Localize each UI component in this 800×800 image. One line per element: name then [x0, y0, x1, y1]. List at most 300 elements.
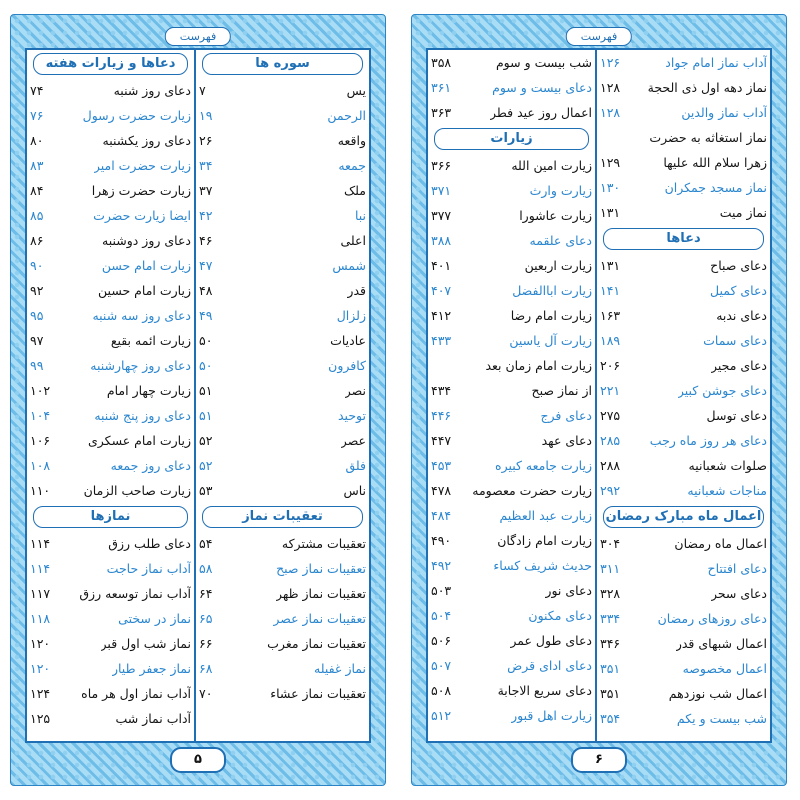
entry-title: دعای طلب رزق [108, 536, 191, 551]
index-entry[interactable] [428, 100, 595, 125]
index-entry[interactable] [196, 378, 369, 403]
entry-page-number: ۱۲۰ [30, 661, 51, 676]
entry-title: زیارت حضرت معصومه [472, 483, 592, 498]
entry-title: ناس [343, 483, 366, 498]
index-entry[interactable] [597, 531, 770, 556]
entry-page-number: ۶۵ [199, 611, 213, 626]
entry-title: نماز دهه اول ذی الحجة [647, 80, 767, 95]
index-entry[interactable] [27, 128, 194, 153]
page-header: فهرست [165, 27, 231, 46]
index-entry[interactable] [428, 553, 595, 578]
entry-page-number: ۴۸ [199, 283, 213, 298]
entry-title: زهرا سلام الله علیها [663, 155, 767, 170]
entry-page-number: ۳۵۱ [600, 661, 621, 676]
entry-title: حدیث شریف کساء [493, 558, 592, 573]
index-column [196, 50, 369, 741]
entry-page-number: ۱۲۸ [600, 105, 621, 120]
entry-title: اعمال شب نوزدهم [668, 686, 767, 701]
entry-page-number: ۱۱۴ [30, 536, 51, 551]
index-entry[interactable] [196, 631, 369, 656]
entry-title: زیارت حضرت امیر [93, 158, 191, 173]
entry-title: تعقیبات نماز ظهر [275, 586, 366, 601]
index-entry[interactable] [196, 606, 369, 631]
index-entry[interactable] [196, 228, 369, 253]
entry-page-number: ۳۶۳ [431, 105, 452, 120]
index-column [428, 50, 595, 741]
entry-title: عادیات [330, 333, 366, 348]
entry-title: اعمال ماه رمضان [674, 536, 767, 551]
entry-page-number: ۶۸ [199, 661, 213, 676]
entry-title: آداب نماز حاجت [106, 561, 191, 576]
entry-page-number: ۳۶۶ [431, 158, 452, 173]
entry-title: نماز استغاثه به حضرت [649, 130, 767, 145]
entry-page-number: ۴۷ [199, 258, 213, 273]
index-entry[interactable] [27, 428, 194, 453]
entry-title: زیارت اربعین [524, 258, 592, 273]
entry-title: نبا [354, 208, 366, 223]
entry-title: تعقیبات نماز عشاء [270, 686, 366, 701]
index-entry[interactable] [196, 428, 369, 453]
entry-page-number: ۱۲۸ [600, 80, 621, 95]
entry-title: دعای روز پنج شنبه [94, 408, 191, 423]
entry-page-number: ۳۶۱ [431, 80, 452, 95]
entry-title: زیارت امام حسین [98, 283, 191, 298]
index-column [597, 50, 770, 741]
index-entry[interactable] [597, 200, 770, 225]
index-entry[interactable] [27, 153, 194, 178]
entry-title: زیارت امام زادگان [497, 533, 592, 548]
entry-page-number: ۳۴ [199, 158, 213, 173]
right-book-page [411, 14, 787, 786]
entry-title: زیارت صاحب الزمان [83, 483, 191, 498]
index-entry[interactable] [597, 253, 770, 278]
entry-title: زیارت آل یاسین [509, 333, 592, 348]
entry-title: شب بیست و سوم [495, 55, 592, 70]
index-entry[interactable] [428, 75, 595, 100]
index-entry[interactable] [27, 228, 194, 253]
left-book-page [10, 14, 386, 786]
entry-title: زیارت ائمه بقیع [110, 333, 191, 348]
page-number: ۵ [170, 747, 226, 773]
index-entry[interactable] [27, 706, 194, 731]
entry-title: عصر [340, 433, 366, 448]
entry-page-number: ۳۸۸ [431, 233, 452, 248]
entry-page-number: ۸۶ [30, 233, 44, 248]
index-entry[interactable] [27, 531, 194, 556]
index-entry[interactable] [196, 531, 369, 556]
entry-page-number: ۲۹۲ [600, 483, 621, 498]
entry-page-number: ۵۰۳ [431, 583, 452, 598]
index-entry[interactable] [597, 631, 770, 656]
entry-title: زیارت جامعه کبیره [495, 458, 592, 473]
index-entry[interactable] [428, 428, 595, 453]
entry-page-number: ۴۹۲ [431, 558, 452, 573]
entry-title: زلزال [336, 308, 366, 323]
section-heading: دعاها [603, 228, 764, 250]
entry-page-number: ۴۱۲ [431, 308, 452, 323]
entry-title: دعای جوشن کبیر [677, 383, 767, 398]
entry-title: زیارت حضرت رسول [82, 108, 191, 123]
entry-title: زیارت عاشورا [519, 208, 592, 223]
entry-page-number: ۴۳۴ [431, 383, 452, 398]
index-entry[interactable] [27, 453, 194, 478]
entry-title: دعای عهد [541, 433, 592, 448]
entry-page-number: ۵۴ [199, 536, 213, 551]
entry-title: تعقیبات نماز صبح [276, 561, 366, 576]
index-entry[interactable] [196, 153, 369, 178]
entry-page-number: ۱۱۸ [30, 611, 51, 626]
index-entry[interactable] [27, 253, 194, 278]
entry-page-number: ۳۵۸ [431, 55, 452, 70]
entry-page-number: ۴۵۳ [431, 458, 452, 473]
index-entry[interactable] [428, 228, 595, 253]
entry-title: نماز جعفر طیار [111, 661, 191, 676]
entry-title: مناجات شعبانیه [687, 483, 767, 498]
entry-title: دعای نور [545, 583, 592, 598]
section-heading: اعمال ماه مبارک رمضان [603, 506, 764, 528]
entry-title: نماز غفیله [314, 661, 366, 676]
index-entry[interactable] [428, 178, 595, 203]
entry-title: زیارت امام عسکری [88, 433, 191, 448]
entry-page-number: ۱۲۹ [600, 155, 621, 170]
entry-title: واقعه [337, 133, 366, 148]
index-entry[interactable] [597, 303, 770, 328]
index-panel [25, 48, 371, 743]
index-entry[interactable] [196, 178, 369, 203]
entry-title: دعای مکنون [528, 608, 592, 623]
index-entry[interactable] [597, 478, 770, 503]
entry-page-number: ۱۱۰ [30, 483, 51, 498]
entry-title: آداب نماز شب [115, 711, 191, 726]
entry-title: شمس [332, 258, 366, 273]
entry-title: نصر [344, 383, 366, 398]
index-entry[interactable] [27, 78, 194, 103]
index-entry[interactable] [196, 278, 369, 303]
entry-page-number: ۱۰۶ [30, 433, 51, 448]
index-entry[interactable] [196, 681, 369, 706]
entry-title: دعای هر روز ماه رجب [649, 433, 767, 448]
index-entry[interactable] [597, 150, 770, 175]
section-heading: تعقیبات نماز [202, 506, 363, 528]
entry-title: دعای ندبه [716, 308, 767, 323]
index-entry[interactable] [27, 403, 194, 428]
index-entry[interactable] [196, 353, 369, 378]
index-entry[interactable] [597, 428, 770, 453]
index-entry[interactable] [428, 203, 595, 228]
entry-title: زیارت وارث [529, 183, 592, 198]
entry-title: از نماز صبح [531, 383, 592, 398]
index-entry[interactable] [597, 403, 770, 428]
entry-title: نماز در سختی [118, 611, 191, 626]
index-entry[interactable] [597, 100, 770, 125]
entry-page-number: ۳۲۸ [600, 586, 621, 601]
entry-title: شب بیست و یکم [676, 711, 767, 726]
index-entry[interactable] [428, 50, 595, 75]
index-entry[interactable] [597, 278, 770, 303]
entry-page-number: ۳۳۴ [600, 611, 621, 626]
index-entry[interactable] [196, 478, 369, 503]
entry-page-number: ۵۰۸ [431, 683, 452, 698]
entry-page-number: ۷۴ [30, 83, 44, 98]
entry-title: دعای سحر [710, 586, 767, 601]
entry-title: زیارت امام حسن [101, 258, 191, 273]
index-entry[interactable] [27, 328, 194, 353]
entry-page-number: ۲۶ [199, 133, 213, 148]
index-entry[interactable] [428, 703, 595, 728]
entry-page-number: ۹۹ [30, 358, 44, 373]
index-entry[interactable] [428, 653, 595, 678]
index-entry[interactable] [428, 678, 595, 703]
entry-title: زیارت چهار امام [106, 383, 191, 398]
index-entry[interactable] [196, 328, 369, 353]
entry-page-number: ۷۶ [30, 108, 44, 123]
index-entry[interactable] [27, 681, 194, 706]
entry-page-number: ۵۲ [199, 458, 213, 473]
entry-title: دعای روز یکشنبه [102, 133, 191, 148]
index-column [27, 50, 194, 741]
index-entry[interactable] [196, 453, 369, 478]
entry-title: ملک [343, 183, 366, 198]
index-entry[interactable] [597, 378, 770, 403]
entry-page-number: ۳۷۷ [431, 208, 452, 223]
index-entry[interactable] [428, 153, 595, 178]
entry-title: دعای سمات [703, 333, 767, 348]
entry-page-number: ۸۰ [30, 133, 44, 148]
entry-title: دعای ادای قرض [507, 658, 592, 673]
entry-title: دعای فرج [540, 408, 592, 423]
index-entry[interactable] [27, 631, 194, 656]
entry-page-number: ۳۵۴ [600, 711, 621, 726]
entry-page-number: ۹۷ [30, 333, 44, 348]
entry-title: دعای روز سه شنبه [92, 308, 191, 323]
entry-page-number: ۱۲۵ [30, 711, 51, 726]
entry-page-number: ۷۰ [199, 686, 213, 701]
entry-page-number: ۸۳ [30, 158, 44, 173]
entry-page-number: ۴۹۰ [431, 533, 452, 548]
entry-title: زیارت امام زمان بعد [485, 358, 592, 373]
index-entry[interactable] [597, 328, 770, 353]
entry-title: آداب نماز امام جواد [665, 55, 767, 70]
section-heading: زیارات [434, 128, 589, 150]
index-entry[interactable] [428, 453, 595, 478]
entry-page-number: ۱۰۲ [30, 383, 51, 398]
index-entry[interactable] [428, 528, 595, 553]
entry-title: اعلی [340, 233, 366, 248]
entry-page-number: ۹۲ [30, 283, 44, 298]
entry-title: دعای روز جمعه [110, 458, 191, 473]
index-entry[interactable] [597, 353, 770, 378]
entry-page-number: ۱۳۰ [600, 180, 621, 195]
index-entry[interactable] [428, 328, 595, 353]
entry-page-number: ۴۲ [199, 208, 213, 223]
index-entry[interactable] [428, 478, 595, 503]
entry-page-number: ۵۱ [199, 383, 213, 398]
entry-title: دعای کمیل [709, 283, 767, 298]
entry-title: تعقیبات مشترکه [281, 536, 366, 551]
index-entry[interactable] [597, 75, 770, 100]
section-heading: سوره ها [202, 53, 363, 75]
entry-page-number: ۵۲ [199, 433, 213, 448]
entry-title: دعای بیست و سوم [492, 80, 592, 95]
index-entry[interactable] [27, 178, 194, 203]
entry-page-number: ۳۰۴ [600, 536, 621, 551]
entry-page-number: ۵۸ [199, 561, 213, 576]
entry-title: آداب نماز توسعه رزق [79, 586, 191, 601]
index-entry[interactable] [597, 175, 770, 200]
entry-title: زیارت حضرت زهرا [91, 183, 191, 198]
entry-page-number: ۱۹ [199, 108, 213, 123]
index-entry[interactable] [196, 128, 369, 153]
page-header: فهرست [566, 27, 632, 46]
index-entry[interactable] [196, 78, 369, 103]
index-entry[interactable] [428, 578, 595, 603]
entry-page-number: ۲۰۶ [600, 358, 621, 373]
entry-page-number: ۹۰ [30, 258, 44, 273]
index-entry[interactable] [597, 453, 770, 478]
index-entry[interactable] [597, 706, 770, 731]
entry-title: قدر [347, 283, 366, 298]
column-divider [194, 50, 196, 741]
entry-page-number: ۱۲۰ [30, 636, 51, 651]
index-entry[interactable] [428, 253, 595, 278]
index-entry[interactable] [27, 353, 194, 378]
index-entry[interactable] [196, 656, 369, 681]
index-entry[interactable] [27, 378, 194, 403]
entry-page-number: ۵۳ [199, 483, 213, 498]
entry-title: زیارت امین الله [511, 158, 592, 173]
index-entry[interactable] [597, 581, 770, 606]
index-entry[interactable] [27, 103, 194, 128]
entry-page-number: ۱۰۸ [30, 458, 51, 473]
entry-page-number: ۸۴ [30, 183, 44, 198]
entry-page-number: ۴۳۳ [431, 333, 452, 348]
entry-title: دعای طول عمر [510, 633, 592, 648]
index-entry[interactable] [597, 125, 770, 150]
entry-page-number: ۵۱۲ [431, 708, 452, 723]
index-entry[interactable] [428, 378, 595, 403]
entry-page-number: ۵۰۶ [431, 633, 452, 648]
entry-page-number: ۷ [199, 83, 206, 98]
entry-title: دعای روز چهارشنبه [90, 358, 191, 373]
index-entry[interactable] [27, 478, 194, 503]
section-heading: دعاها و زیارات هفته [33, 53, 188, 75]
entry-page-number: ۳۴۶ [600, 636, 621, 651]
entry-page-number: ۴۶ [199, 233, 213, 248]
entry-page-number: ۵۰۷ [431, 658, 452, 673]
entry-page-number: ۲۸۵ [600, 433, 621, 448]
entry-title: یس [346, 83, 366, 98]
entry-page-number: ۳۱۱ [600, 561, 621, 576]
section-heading: نمازها [33, 506, 188, 528]
index-entry[interactable] [27, 581, 194, 606]
entry-title: تعقیبات نماز عصر [273, 611, 366, 626]
entry-page-number: ۱۳۱ [600, 205, 621, 220]
entry-title: دعای مجیر [710, 358, 767, 373]
entry-page-number: ۵۰ [199, 358, 213, 373]
entry-title: زیارت اهل قبور [511, 708, 592, 723]
index-entry[interactable] [428, 278, 595, 303]
index-entry[interactable] [597, 656, 770, 681]
entry-title: دعای توسل [706, 408, 767, 423]
index-entry[interactable] [428, 603, 595, 628]
entry-title: دعای علقمه [529, 233, 592, 248]
entry-page-number: ۵۰ [199, 333, 213, 348]
entry-page-number: ۴۴۶ [431, 408, 452, 423]
entry-title: دعای روز دوشنبه [102, 233, 191, 248]
entry-page-number: ۳۵۱ [600, 686, 621, 701]
entry-page-number: ۳۷ [199, 183, 213, 198]
entry-title: کافرون [328, 358, 366, 373]
index-entry[interactable] [428, 503, 595, 528]
index-entry[interactable] [27, 278, 194, 303]
entry-title: دعای صباح [710, 258, 767, 273]
entry-title: آداب نماز اول هر ماه [81, 686, 191, 701]
index-entry[interactable] [27, 303, 194, 328]
entry-page-number: ۴۰۱ [431, 258, 452, 273]
index-entry[interactable] [196, 581, 369, 606]
entry-page-number: ۴۴۷ [431, 433, 452, 448]
index-entry[interactable] [597, 50, 770, 75]
entry-page-number: ۵۱ [199, 408, 213, 423]
entry-page-number: ۸۵ [30, 208, 44, 223]
index-entry[interactable] [597, 556, 770, 581]
index-entry[interactable] [428, 353, 595, 378]
entry-title: اعمال روز عید فطر [490, 105, 592, 120]
index-entry[interactable] [27, 656, 194, 681]
entry-page-number: ۱۶۳ [600, 308, 621, 323]
entry-title: فلق [345, 458, 366, 473]
entry-title: نماز شب اول قبر [100, 636, 191, 651]
entry-page-number: ۱۴۱ [600, 283, 621, 298]
entry-title: نماز مسجد جمکران [664, 180, 767, 195]
index-entry[interactable] [428, 628, 595, 653]
index-entry[interactable] [27, 556, 194, 581]
entry-title: زیارت امام رضا [510, 308, 592, 323]
index-entry[interactable] [196, 303, 369, 328]
entry-page-number: ۱۲۶ [600, 55, 621, 70]
index-entry[interactable] [196, 403, 369, 428]
entry-page-number: ۴۸۴ [431, 508, 452, 523]
entry-title: ایضا زیارت حضرت [93, 208, 191, 223]
index-entry[interactable] [428, 303, 595, 328]
index-entry[interactable] [597, 681, 770, 706]
index-entry[interactable] [428, 403, 595, 428]
entry-page-number: ۶۶ [199, 636, 213, 651]
index-entry[interactable] [196, 556, 369, 581]
index-entry[interactable] [597, 606, 770, 631]
entry-page-number: ۱۲۴ [30, 686, 51, 701]
entry-title: دعای افتتاح [707, 561, 767, 576]
entry-title: دعای روزهای رمضان [657, 611, 767, 626]
index-entry[interactable] [196, 103, 369, 128]
index-entry[interactable] [27, 606, 194, 631]
entry-page-number: ۴۷۸ [431, 483, 452, 498]
entry-page-number: ۲۸۸ [600, 458, 621, 473]
entry-title: زیارت اباالفضل [512, 283, 592, 298]
entry-page-number: ۳۷۱ [431, 183, 452, 198]
index-panel [426, 48, 772, 743]
entry-page-number: ۴۰۷ [431, 283, 452, 298]
entry-page-number: ۹۵ [30, 308, 44, 323]
entry-title: جمعه [338, 158, 366, 173]
index-entry[interactable] [196, 253, 369, 278]
page-number: ۶ [571, 747, 627, 773]
entry-title: صلوات شعبانیه [688, 458, 767, 473]
entry-title: اعمال شبهای قدر [675, 636, 767, 651]
index-entry[interactable] [27, 203, 194, 228]
entry-page-number: ۱۳۱ [600, 258, 621, 273]
index-entry[interactable] [196, 203, 369, 228]
